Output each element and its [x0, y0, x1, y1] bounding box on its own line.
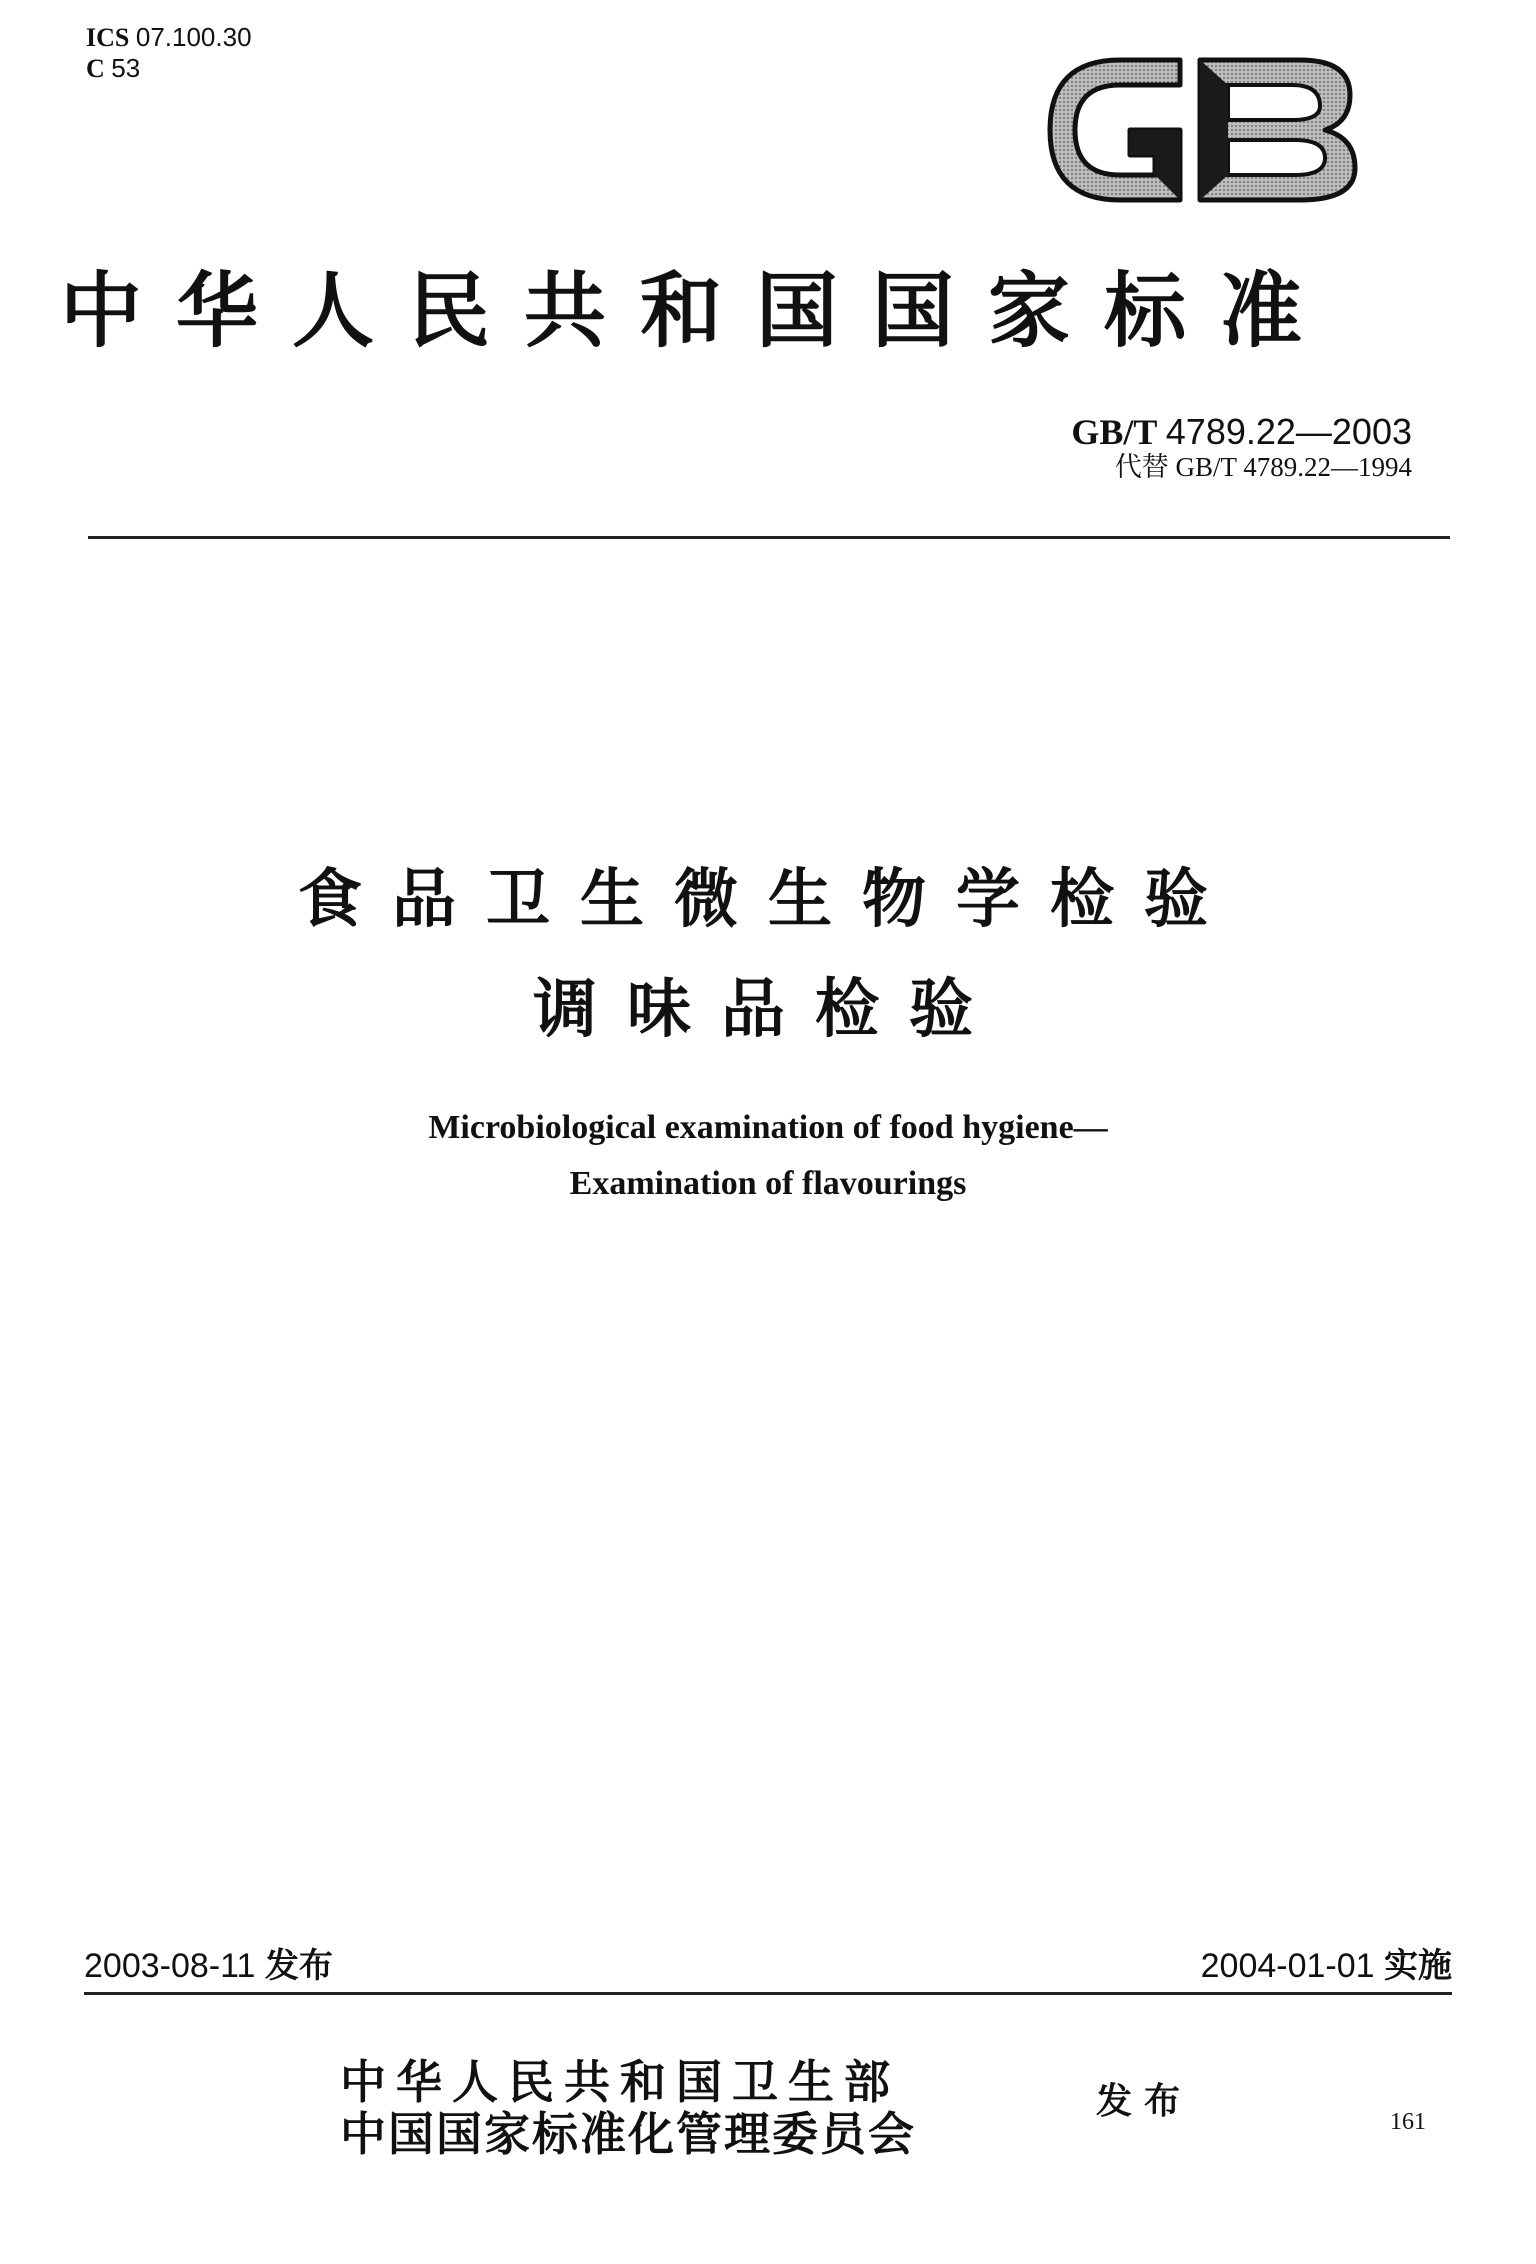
footer-rule	[84, 1992, 1452, 1995]
ics-line	[86, 22, 252, 53]
ics-label: ICS	[86, 23, 130, 52]
issuer-line1: 中华人民共和国卫生部	[340, 2055, 900, 2109]
implementation-date	[1201, 1946, 1452, 1986]
standard-prefix: GB/T	[1071, 412, 1157, 452]
ccs-line	[86, 53, 252, 84]
chinese-title-line2: 调味品检验	[533, 973, 1003, 1047]
chinese-title-line1: 食品卫生微生物学检验	[298, 863, 1238, 937]
english-title-line1: Microbiological examination of food hygiene—	[428, 1109, 1108, 1146]
header-rule	[88, 536, 1450, 539]
standard-number-value: 4789.22—2003	[1165, 411, 1412, 452]
issue-date-value: 2003-08-11	[84, 1947, 256, 1985]
national-standard-heading: 中华人民共和国国家标准	[60, 264, 1337, 359]
gb-logo	[1030, 40, 1370, 220]
ccs-code: 53	[111, 53, 141, 83]
publish-label: 发布	[1096, 2081, 1193, 2122]
ics-code: 07.100.30	[135, 22, 252, 52]
page-number: 161	[1390, 2109, 1426, 2135]
english-title-line2: Examination of flavourings	[569, 1165, 967, 1202]
classification-codes	[86, 22, 252, 84]
replaces-standard: 代替 GB/T 4789.22—1994	[1114, 452, 1412, 482]
implementation-date-value: 2004-01-01	[1200, 1947, 1375, 1985]
issue-date	[84, 1946, 333, 1986]
issue-label: 发布	[264, 1946, 333, 1986]
standard-number	[1071, 412, 1412, 452]
implementation-label: 实施	[1384, 1946, 1452, 1986]
issuer-line2: 中国国家标准化管理委员会	[340, 2107, 916, 2161]
ccs-label: C	[86, 54, 105, 83]
